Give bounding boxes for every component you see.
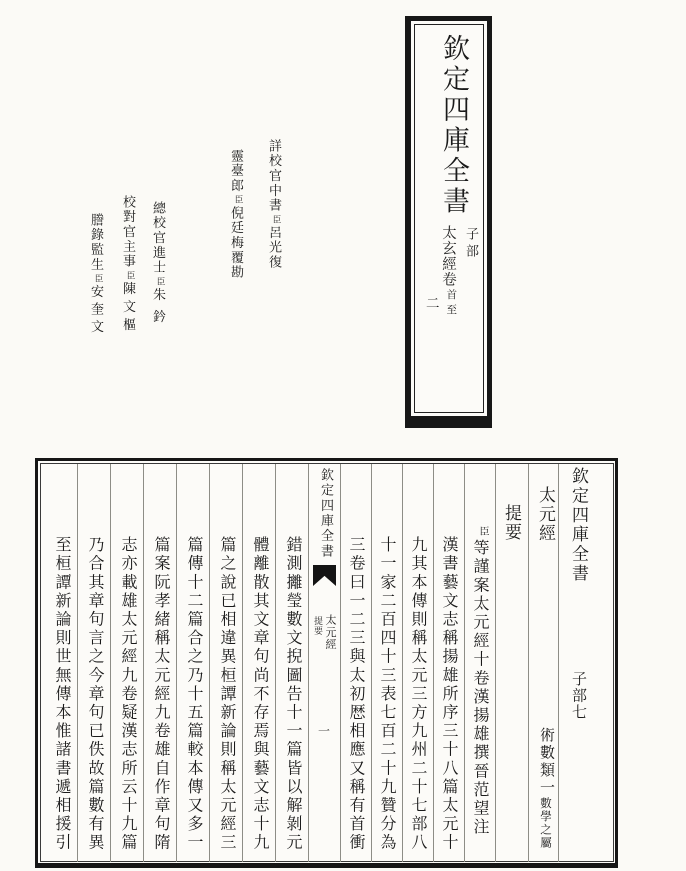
text-column (340, 464, 371, 862)
text-column (209, 464, 242, 862)
book-title: 太元經 (535, 486, 555, 543)
column-text: 乃合其章句言之今章句已佚故篇數有異 (86, 536, 105, 853)
column-text: 志亦載雄太元經九卷疑漢志所云十九篇 (119, 536, 138, 853)
column-text: 十一家二百四十三表七百二十九贊分為 (378, 536, 397, 853)
rank-label: 臣 (155, 277, 165, 286)
official-title: 校對官主事 (120, 195, 135, 269)
text-column (242, 464, 275, 862)
cover-category-label: 子部 (463, 227, 478, 261)
text-column (44, 464, 77, 862)
official-column-copyist (84, 213, 102, 337)
cover-series-title: 欽定四庫全書 (438, 34, 469, 217)
rank-label: 臣 (477, 526, 488, 537)
official-column-chief-collator (146, 201, 164, 332)
column-text: 錯測攡瑩數文掜圖告十一篇皆以解剝元 (284, 536, 303, 853)
rank-label: 臣 (233, 195, 243, 204)
official-title: 謄錄監生 (88, 213, 103, 273)
column-text: 篇案阮孝緒稱太元經九卷雄自作章句隋 (152, 536, 171, 853)
column-text: 漢書藝文志稱揚雄所序三十八篇太元十 (440, 536, 459, 853)
volume-title: 太玄經卷 (440, 225, 456, 287)
text-column (275, 464, 308, 862)
fishtail-icon (313, 565, 336, 586)
text-column (433, 464, 464, 862)
cover-title-box (405, 16, 492, 428)
abstract-page-box (35, 458, 618, 868)
centerfold-column (308, 464, 340, 862)
text-column (402, 464, 433, 862)
column-text: 體離散其文章句尚不存焉與藝文志十九 (251, 536, 270, 853)
rank-label: 臣 (125, 271, 135, 280)
column-text: 篇之說已相違異桓譚新論則稱太元經三 (218, 536, 237, 853)
text-column (110, 464, 143, 862)
classification-main: 術數類一 (538, 727, 556, 797)
header-column (558, 464, 595, 862)
official-suffix: 覆勘 (228, 250, 243, 280)
official-column-recheck (224, 149, 242, 280)
rank-label: 臣 (93, 274, 103, 283)
column-text: 三卷曰一二三與太初厯相應又稱有首衝 (347, 536, 366, 853)
official-title: 靈臺郎 (228, 149, 243, 194)
text-column (176, 464, 209, 862)
rank-label: 臣 (271, 215, 281, 224)
official-column-collator (116, 195, 134, 336)
text-column (143, 464, 176, 862)
column-text: 等謹案太元經十卷漢揚雄撰晉范望注 (471, 539, 490, 837)
volume-range-to: 至 (446, 304, 457, 316)
official-title: 詳校官中書 (266, 139, 281, 213)
centerfold-label-cluster (309, 614, 340, 666)
centerfold-series-title: 欽定四庫全書 (318, 468, 333, 560)
classification-note: 數學之屬 (539, 797, 553, 850)
abstract-label-column (495, 464, 528, 862)
column-text: 篇傳十二篇合之乃十五篇較本傳又多一 (185, 536, 204, 853)
cover-volume-label (423, 225, 461, 345)
official-name: 安奎文 (88, 284, 103, 338)
official-name: 陳文樞 (120, 281, 135, 336)
text-column (464, 464, 495, 862)
abstract-label: 提要 (501, 504, 521, 542)
series-title: 欽定四庫全書 (568, 467, 588, 584)
official-name: 倪廷梅 (228, 205, 243, 251)
book-title-column (528, 464, 558, 862)
column-text: 九其本傳則稱太元三方九州二十七部八 (409, 536, 428, 853)
volume-number: 二 (426, 296, 440, 312)
classification-label (539, 727, 554, 849)
official-column-proofreader (262, 139, 280, 270)
volume-range-start: 首 (446, 289, 457, 301)
official-title: 總校官進士 (150, 201, 165, 275)
text-column (371, 464, 402, 862)
official-name: 呂光復 (266, 225, 281, 270)
text-column (77, 464, 110, 862)
page-number: 一 (317, 724, 330, 738)
official-name: 朱鈐 (150, 287, 165, 332)
column-text: 至桓譚新論則世無傳本惟諸書遞相援引 (53, 536, 72, 853)
centerfold-book-title: 太元經 (324, 614, 337, 651)
section-label: 子部七 (570, 671, 588, 721)
volume-range-cluster (423, 286, 461, 322)
centerfold-abstract-label: 提要 (312, 616, 322, 636)
